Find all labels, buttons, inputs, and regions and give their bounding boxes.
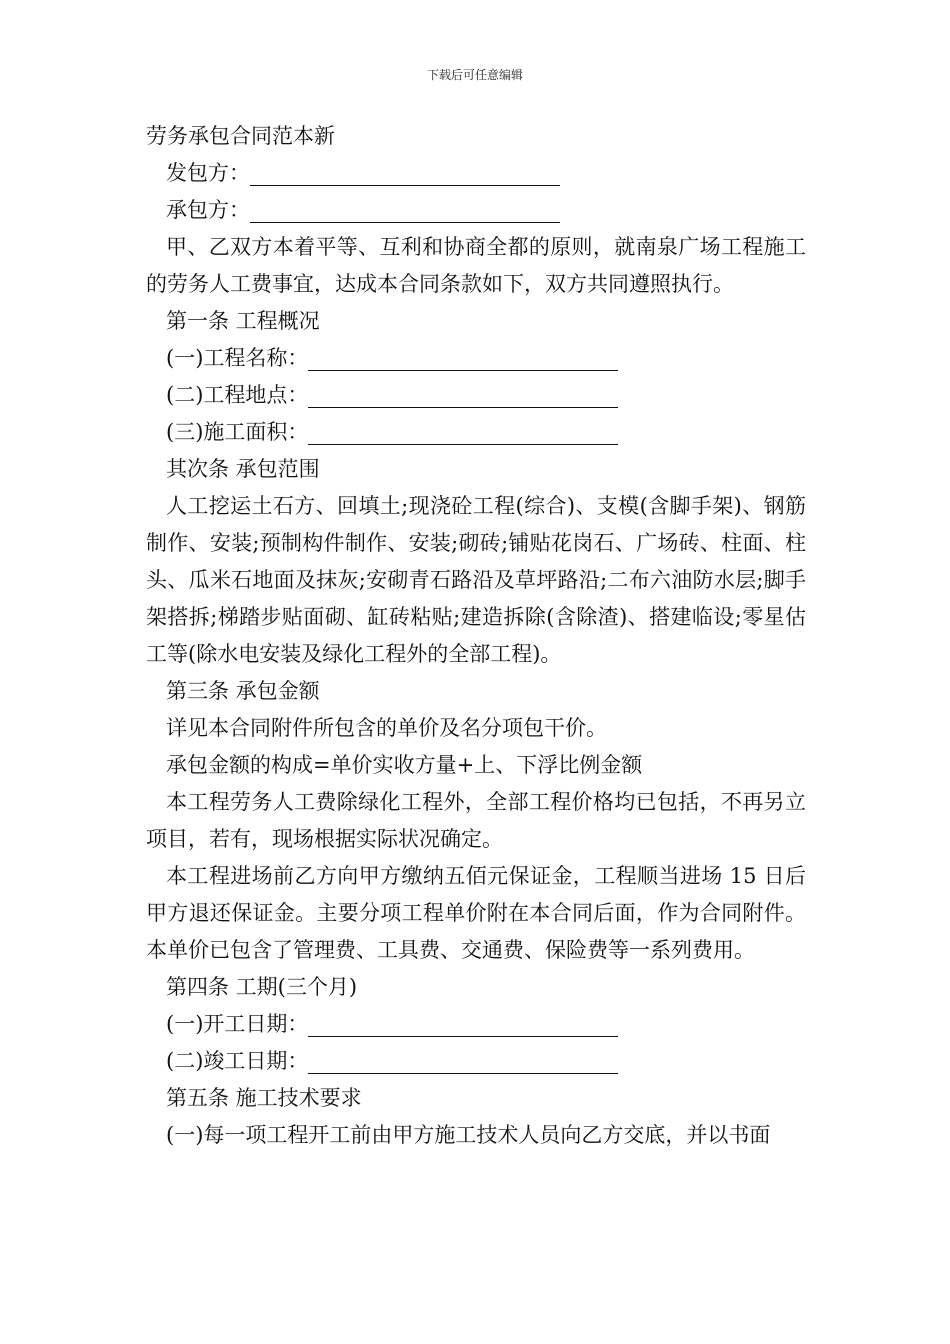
construction-area-blank xyxy=(308,418,618,445)
start-date-line xyxy=(146,1006,806,1043)
intro-paragraph: 甲、乙双方本着平等、互利和协商全都的原则，就南泉广场工程施工的劳务人工费事宜，达成本合同条款如下，双方共同遵照执行。 xyxy=(146,235,806,296)
article4-heading: 第四条 工期(三个月) xyxy=(166,975,358,999)
project-name-blank xyxy=(308,344,618,371)
project-location-line xyxy=(146,377,806,414)
construction-area-label: (三)施工面积： xyxy=(166,420,309,444)
document-title: 劳务承包合同范本新 xyxy=(146,124,335,148)
project-location-blank xyxy=(308,381,618,408)
article1-heading: 第一条 工程概况 xyxy=(166,309,320,333)
start-date-label: (一)开工日期： xyxy=(166,1012,309,1036)
contractor-line xyxy=(146,192,806,229)
contractor-label: 承包方： xyxy=(166,198,250,222)
end-date-blank xyxy=(308,1047,618,1074)
article2-heading: 其次条 承包范围 xyxy=(166,457,320,481)
construction-area-line xyxy=(146,414,806,451)
issuer-blank xyxy=(250,159,560,186)
article3-paragraph-2: 承包金额的构成=单价实收方量+上、下浮比例金额 xyxy=(166,753,643,777)
project-name-label: (一)工程名称： xyxy=(166,346,309,370)
page-header: 下载后可任意编辑 xyxy=(426,68,523,82)
article3-paragraph-3: 本工程劳务人工费除绿化工程外，全部工程价格均已包括，不再另立项目，若有，现场根据实际状况确定。 xyxy=(146,790,806,851)
project-name-line xyxy=(146,340,806,377)
end-date-label: (二)竣工日期： xyxy=(166,1049,309,1073)
contractor-blank xyxy=(250,196,560,223)
article3-paragraph-4: 本工程进场前乙方向甲方缴纳五佰元保证金，工程顺当进场 15 日后甲方退还保证金。主要分项工程单价附在本合同后面，作为合同附件。本单价已包含了管理费、工具费、交通费、保险费等一系列费用。 xyxy=(146,864,806,962)
article2-body: 人工挖运土石方、回填土;现浇砼工程(综合)、支模(含脚手架)、钢筋制作、安装;预制构件制作、安装;砌砖;铺贴花岗石、广场砖、柱面、柱头、瓜米石地面及抹灰;安砌青石路沿及草坪路沿;二布六油防水层;脚手架搭拆;梯踏步贴面砌、缸砖粘贴;建造拆除(含除渣)、搭建临设;零星估工等(除水电安装及绿化工程外的全部工程)。 xyxy=(146,494,806,666)
article3-paragraph-1: 详见本合同附件所包含的单价及名分项包干价。 xyxy=(166,716,607,740)
end-date-line xyxy=(146,1043,806,1080)
document-body xyxy=(146,118,806,1154)
article3-heading: 第三条 承包金额 xyxy=(166,679,320,703)
issuer-label: 发包方： xyxy=(166,161,250,185)
article5-heading: 第五条 施工技术要求 xyxy=(166,1086,362,1110)
start-date-blank xyxy=(308,1010,618,1037)
project-location-label: (二)工程地点： xyxy=(166,383,309,407)
article5-paragraph-1: (一)每一项工程开工前由甲方施工技术人员向乙方交底，并以书面 xyxy=(166,1123,771,1147)
issuer-line xyxy=(146,155,806,192)
